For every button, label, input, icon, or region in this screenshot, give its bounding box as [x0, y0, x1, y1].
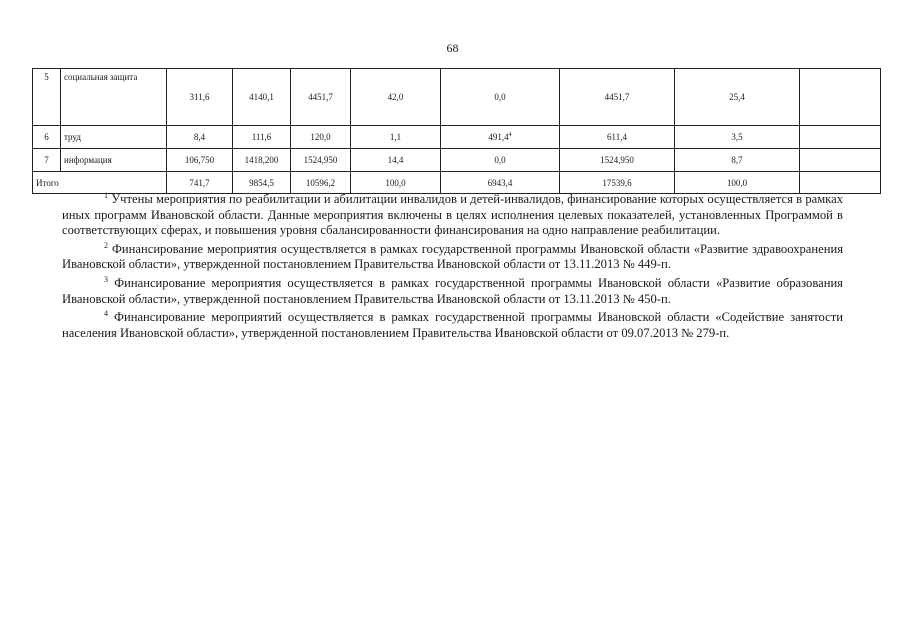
cell-number: 491,4 [488, 132, 509, 142]
cell-value: 4451,7 [560, 69, 675, 126]
cell-value [800, 149, 881, 172]
cell-value [800, 69, 881, 126]
cell-value: 8,7 [675, 149, 800, 172]
row-number: 6 [33, 126, 61, 149]
table-row [33, 149, 881, 172]
footnote-text: Финансирование мероприятия осуществляется в рамках государственной программы Ивановской области «Развитие здравоохранения Ивановской области», утвержденной постановлением Правительства Ивановской области от 13.11.2013 № 449-п. [62, 241, 843, 272]
footnote-mark: 4 [104, 308, 108, 318]
cell-value: 741,7 [167, 172, 233, 194]
cell-value: 14,4 [351, 149, 441, 172]
row-name: труд [61, 126, 167, 149]
table-row [33, 126, 881, 149]
cell-value: 1418,200 [233, 149, 291, 172]
footnote-ref: 4 [508, 132, 512, 138]
table-total-row [33, 172, 881, 194]
footnotes [62, 192, 843, 344]
cell-value: 4140,1 [233, 69, 291, 126]
budget-table [32, 68, 881, 194]
page-number: 68 [446, 41, 459, 55]
cell-value: 311,6 [167, 69, 233, 126]
footnote-mark: 3 [104, 274, 108, 284]
cell-value [800, 172, 881, 194]
cell-value: 111,6 [233, 126, 291, 149]
cell-value: 106,750 [167, 149, 233, 172]
footnote [62, 192, 843, 239]
cell-value: 17539,6 [560, 172, 675, 194]
cell-value: 3,5 [675, 126, 800, 149]
cell-value [441, 149, 560, 172]
cell-value: 9854,5 [233, 172, 291, 194]
cell-value: 6943,4 [441, 172, 560, 194]
cell-value: 100,0 [675, 172, 800, 194]
footnote [62, 310, 843, 341]
footnote-text: Финансирование мероприятий осуществляется в рамках государственной программы Ивановской области «Содействие занятости населения Ивановской области», утвержденной постановлением Правительства Ивановской области от 09.07.2013 № 279-п. [62, 310, 843, 340]
cell-value: 25,4 [675, 69, 800, 126]
cell-value [800, 126, 881, 149]
cell-value: 8,4 [167, 126, 233, 149]
cell-value: 1524,950 [560, 149, 675, 172]
total-label: Итого [33, 172, 167, 194]
cell-value: 120,0 [291, 126, 351, 149]
cell-value: 4451,7 [291, 69, 351, 126]
row-number: 7 [33, 149, 61, 172]
footnote-mark: 1 [104, 190, 108, 200]
cell-value: 100,0 [351, 172, 441, 194]
row-name: информация [61, 149, 167, 172]
footnote [62, 276, 843, 307]
cell-value: 10596,2 [291, 172, 351, 194]
footnote-mark: 2 [104, 240, 108, 250]
cell-value: 42,0 [351, 69, 441, 126]
footnote-text: Учтены мероприятия по реабилитации и абилитации инвалидов и детей-инвалидов, финансирование которых осуществляется в рамках иных программ Ивановской области. Данные мероприятия включены в целях исполнения целевых показателей, установленных Программой в соответствующих сферах, и повышения уровня сбалансированности финансирования на одно направление реабилитации. [62, 192, 843, 238]
cell-value: 1524,950 [291, 149, 351, 172]
cell-value [441, 126, 560, 149]
cell-value: 1,1 [351, 126, 441, 149]
cell-number: 0,0 [494, 92, 506, 102]
cell-value [441, 69, 560, 126]
cell-value: 611,4 [560, 126, 675, 149]
footnote [62, 242, 843, 273]
cell-number: 0,0 [494, 155, 506, 165]
table-row [33, 69, 881, 126]
row-name: социальная защита [61, 69, 167, 126]
row-number: 5 [33, 69, 61, 126]
footnote-text: Финансирование мероприятия осуществляется в рамках государственной программы Ивановской области «Развитие образования Ивановской области», утвержденной постановлением Правительства Ивановской области от 13.11.2013 № 450-п. [62, 275, 843, 306]
